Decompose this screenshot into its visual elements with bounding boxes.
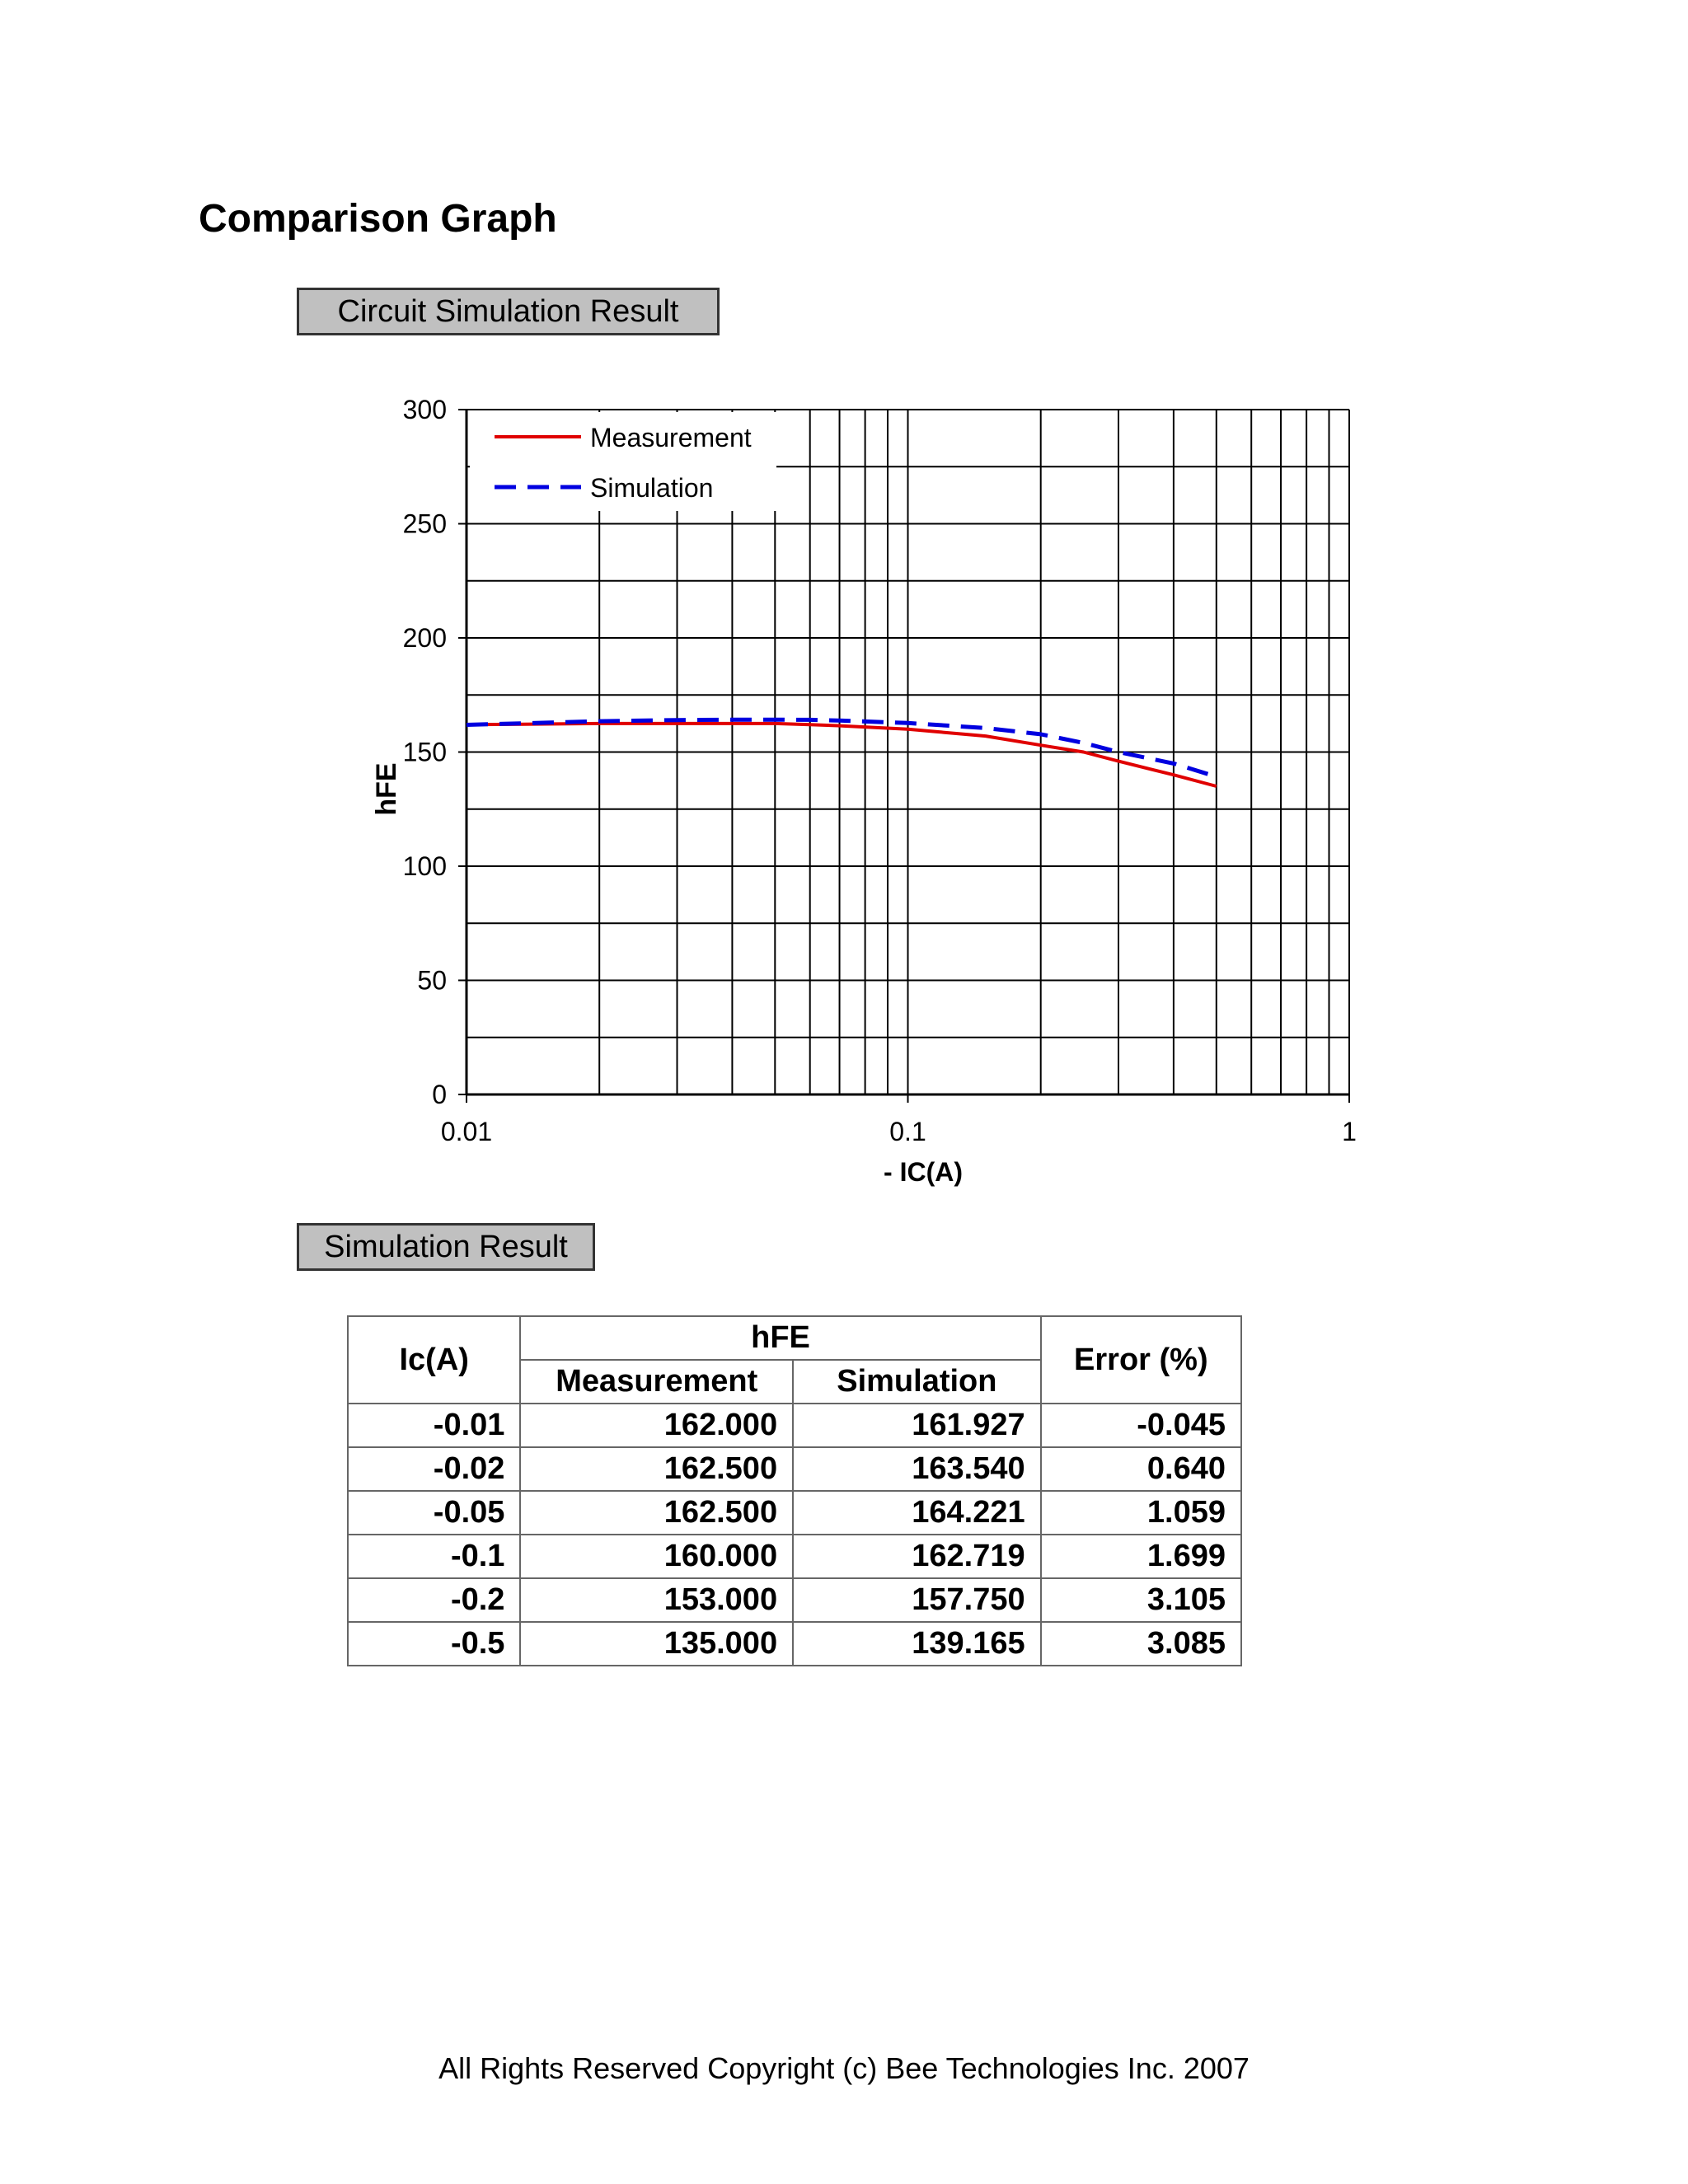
cell-ic: -0.02 — [348, 1447, 520, 1491]
cell-ic: -0.1 — [348, 1535, 520, 1578]
cell-measurement: 160.000 — [520, 1535, 793, 1578]
x-tick-label: 0.01 — [440, 1117, 493, 1146]
header-measurement: Measurement — [520, 1360, 793, 1404]
y-tick-label: 50 — [417, 965, 447, 996]
table-row — [348, 1622, 1241, 1666]
x-tick-label: 1 — [1342, 1117, 1357, 1146]
y-tick-label: 200 — [402, 623, 447, 653]
cell-error: 3.085 — [1041, 1622, 1241, 1666]
table-row — [348, 1578, 1241, 1622]
chart-series — [467, 719, 1217, 786]
y-tick-label: 100 — [402, 851, 447, 881]
results-table — [347, 1315, 1242, 1666]
cell-ic: -0.5 — [348, 1622, 520, 1666]
y-tick-label: 0 — [432, 1080, 447, 1109]
y-tick-label: 300 — [402, 395, 447, 424]
cell-measurement: 162.000 — [520, 1404, 793, 1447]
cell-simulation: 157.750 — [793, 1578, 1041, 1622]
table-row — [348, 1535, 1241, 1578]
series-simulation-line — [467, 719, 1217, 776]
x-axis-label: - IC(A) — [884, 1157, 963, 1187]
cell-ic: -0.05 — [348, 1491, 520, 1535]
header-simulation: Simulation — [793, 1360, 1041, 1404]
y-axis-label: hFE — [371, 762, 402, 816]
header-ic: Ic(A) — [348, 1316, 520, 1404]
legend-measurement-label: Measurement — [590, 423, 752, 452]
chart-legend — [470, 412, 776, 511]
circuit-simulation-result-label: Circuit Simulation Result — [297, 288, 720, 335]
cell-error: 1.699 — [1041, 1535, 1241, 1578]
cell-simulation: 163.540 — [793, 1447, 1041, 1491]
cell-error: 0.640 — [1041, 1447, 1241, 1491]
cell-error: 1.059 — [1041, 1491, 1241, 1535]
table-row — [348, 1491, 1241, 1535]
legend-simulation-label: Simulation — [590, 473, 714, 503]
y-tick-label: 150 — [402, 737, 447, 767]
header-hfe: hFE — [520, 1316, 1040, 1360]
chart-grid — [467, 410, 1349, 1094]
cell-simulation: 162.719 — [793, 1535, 1041, 1578]
cell-error: -0.045 — [1041, 1404, 1241, 1447]
cell-measurement: 162.500 — [520, 1491, 793, 1535]
cell-simulation: 164.221 — [793, 1491, 1041, 1535]
cell-error: 3.105 — [1041, 1578, 1241, 1622]
cell-simulation: 161.927 — [793, 1404, 1041, 1447]
cell-measurement: 135.000 — [520, 1622, 793, 1666]
cell-simulation: 139.165 — [793, 1622, 1041, 1666]
header-error: Error (%) — [1041, 1316, 1241, 1404]
cell-measurement: 153.000 — [520, 1578, 793, 1622]
table-row — [348, 1447, 1241, 1491]
cell-measurement: 162.500 — [520, 1447, 793, 1491]
cell-ic: -0.01 — [348, 1404, 520, 1447]
x-tick-label: 0.1 — [889, 1117, 926, 1146]
copyright-footer: All Rights Reserved Copyright (c) Bee Technologies Inc. 2007 — [438, 2051, 1250, 2085]
table-row — [348, 1404, 1241, 1447]
series-measurement-line — [467, 724, 1217, 786]
page-title: Comparison Graph — [199, 197, 557, 241]
y-tick-label: 250 — [402, 509, 447, 539]
simulation-result-label: Simulation Result — [297, 1223, 595, 1271]
cell-ic: -0.2 — [348, 1578, 520, 1622]
